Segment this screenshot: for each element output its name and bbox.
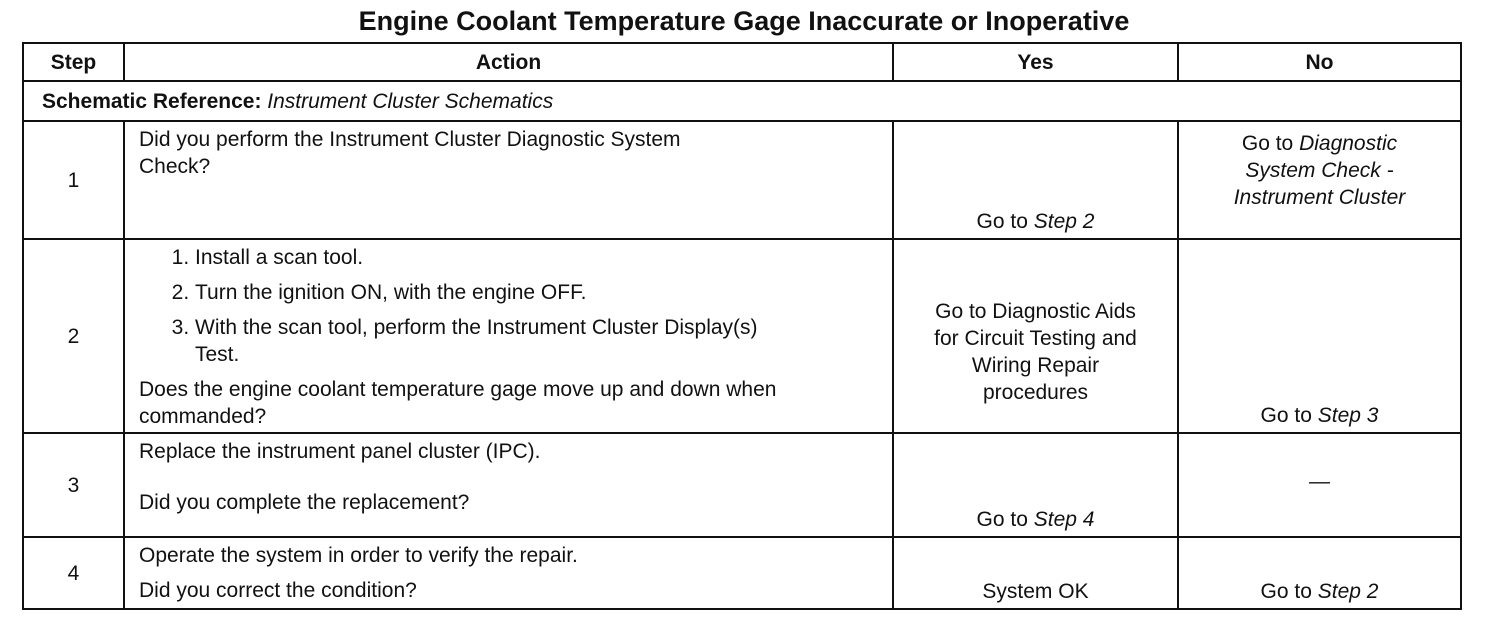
yes-prefix: Go to	[976, 210, 1034, 233]
table-row	[23, 537, 1461, 609]
action-text: Operate the system in order to verify the repair.	[139, 544, 578, 567]
schematic-reference-cell	[23, 81, 1461, 121]
step-number: 3	[23, 433, 124, 537]
no-prefix: Go to	[1260, 404, 1318, 427]
yes-cell	[893, 239, 1178, 433]
table-row	[23, 239, 1461, 433]
no-step-link[interactable]: Step 3	[1317, 404, 1379, 427]
step-number: 1	[23, 121, 124, 239]
schematic-reference-label: Schematic Reference:	[42, 89, 262, 113]
action-step-item: 2. Turn the ignition ON, with the engine OFF.	[195, 279, 878, 306]
action-step-item: 1. Install a scan tool.	[195, 244, 878, 271]
step-number: 2	[23, 239, 124, 433]
diagnostic-table	[22, 42, 1462, 610]
yes-result: System OK	[982, 580, 1089, 603]
yes-result	[894, 208, 1177, 235]
step-number: 4	[23, 537, 124, 609]
header-yes: Yes	[893, 43, 1178, 81]
yes-result	[894, 506, 1177, 533]
action-cell	[124, 537, 893, 609]
yes-cell	[893, 121, 1178, 239]
header-row	[23, 43, 1461, 81]
yes-cell	[893, 537, 1178, 609]
no-step-link[interactable]: Step 2	[1317, 580, 1379, 603]
yes-step-link[interactable]: Step 2	[1033, 210, 1095, 233]
no-diagnostic-link[interactable]: Diagnostic System Check - Instrument Cluster	[1233, 132, 1406, 209]
action-text: Did you perform the Instrument Cluster Diagnostic System Check?	[139, 128, 681, 178]
header-no: No	[1178, 43, 1461, 81]
table-row	[23, 121, 1461, 239]
no-result	[1179, 402, 1460, 429]
action-step-item: 3. With the scan tool, perform the Instrument Cluster Display(s) Test.	[195, 314, 795, 368]
action-cell	[124, 121, 893, 239]
no-cell	[1178, 537, 1461, 609]
action-cell	[124, 433, 893, 537]
no-cell	[1178, 239, 1461, 433]
header-step: Step	[23, 43, 124, 81]
no-cell	[1178, 433, 1461, 537]
action-question: Did you complete the replacement?	[139, 491, 470, 514]
no-result	[1179, 122, 1460, 211]
yes-prefix: Go to	[976, 508, 1034, 531]
no-prefix: Go to	[1260, 580, 1318, 603]
action-steps-list	[139, 244, 878, 368]
yes-result[interactable]: Go to Diagnostic Aids for Circuit Testing and Wiring Repair procedures	[934, 300, 1137, 404]
yes-cell	[893, 433, 1178, 537]
no-result-dash: —	[1309, 470, 1330, 493]
action-question: Does the engine coolant temperature gage move up and down when commanded?	[139, 378, 777, 428]
table-row	[23, 433, 1461, 537]
no-cell	[1178, 121, 1461, 239]
document-title: Engine Coolant Temperature Gage Inaccurate or Inoperative	[358, 6, 1130, 36]
no-result	[1179, 578, 1460, 605]
schematic-reference-row	[23, 81, 1461, 121]
action-cell	[124, 239, 893, 433]
action-question: Did you correct the condition?	[139, 579, 417, 602]
header-action: Action	[124, 43, 893, 81]
yes-step-link[interactable]: Step 4	[1033, 508, 1095, 531]
schematic-reference-link[interactable]: Instrument Cluster Schematics	[267, 89, 554, 113]
action-text: Replace the instrument panel cluster (IPC).	[139, 440, 541, 463]
no-prefix: Go to	[1241, 132, 1300, 155]
